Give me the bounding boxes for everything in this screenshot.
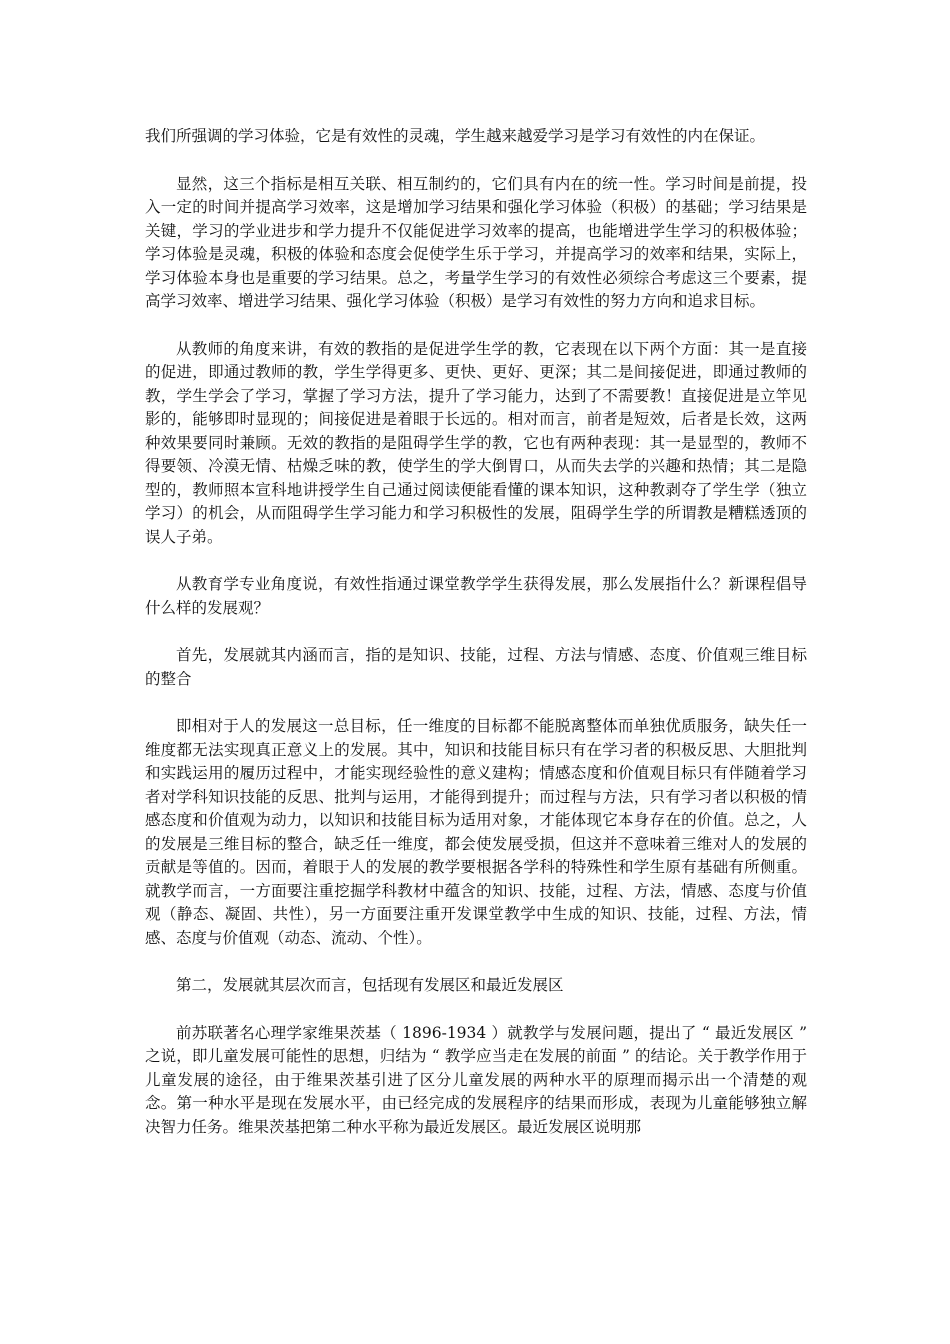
paragraph-three-indicators: 显然，这三个指标是相互关联、相互制约的，它们具有内在的统一性。学习时间是前提，投入一定的时间并提高学习效率，这是增加学习结果和强化学习体验（积极）的基础；学习结果是关键，学习的学业进步和学力提升不仅能促进学习效率的提高，也能增进学生学习的积极体验；学习体验是灵魂，积极的体验和态度会促使学生乐于学习，并提高学习的效率和结果，实际上，学习体验本身也是重要的学习结果。总之，考量学生学习的有效性必须综合考虑这三个要素，提高学习效率、增进学习结果、强化学习体验（积极）是学习有效性的努力方向和追求目标。 — [145, 174, 807, 310]
paragraph-pedagogy-perspective: 从教育学专业角度说，有效性指通过课堂教学学生获得发展，那么发展指什么？新课程倡导什么样的发展观？ — [145, 575, 807, 617]
paragraph-first-connotation: 首先，发展就其内涵而言，指的是知识、技能，过程、方法与情感、态度、价值观三维目标的整合 — [145, 646, 807, 688]
document-page — [145, 125, 807, 1163]
paragraph-three-dimensional-goals: 即相对于人的发展这一总目标，任一维度的目标都不能脱离整体而单独优质服务，缺失任一维度都无法实现真正意义上的发展。其中，知识和技能目标只有在学习者的积极反思、大胆批判和实践运用的履历过程中，才能实现经验性的意义建构；情感态度和价值观目标只有伴随着学习者对学科知识技能的反思、批判与运用，才能得到提升；而过程与方法，只有学习者以积极的情感态度和价值观为动力，以知识和技能目标为适用对象，才能体现它本身存在的价值。总之，人的发展是三维目标的整合，缺乏任一维度，都会使发展受损，但这并不意味着三维对人的发展的贡献是等值的。因而，着眼于人的发展的教学要根据各学科的特殊性和学生原有基础有所侧重。就教学而言，一方面要注重挖掘学科教材中蕴含的知识、技能，过程、方法，情感、态度与价值观（静态、凝固、共性），另一方面要注重开发课堂教学中生成的知识、技能，过程、方法，情感、态度与价值观（动态、流动、个性）。 — [145, 717, 807, 947]
paragraph-second-levels: 第二，发展就其层次而言，包括现有发展区和最近发展区 — [176, 976, 564, 994]
paragraph-learning-experience: 我们所强调的学习体验，它是有效性的灵魂，学生越来越爱学习是学习有效性的内在保证。 — [145, 127, 766, 145]
paragraph-vygotsky: 前苏联著名心理学家维果茨基（ 1896-1934 ）就教学与发展问题，提出了 “ 最近发展区 ” 之说，即儿童发展可能性的思想，归结为 “ 教学应当走在发展的前面 ” 的结论。关于教学作用于儿童发展的途径，由于维果茨基引进了区分儿童发展的两种水平的原理而揭示出一个清楚的观念。第一种水平是现在发展水平，由已经完成的发展程序的结果而形成，表现为儿童能够独立解决智力任务。维果茨基把第二种水平称为最近发展区。最近发展区说明那 — [145, 1023, 807, 1136]
paragraph-teacher-perspective: 从教师的角度来讲，有效的教指的是促进学生学的教，它表现在以下两个方面：其一是直接的促进，即通过教师的教，学生学得更多、更快、更好、更深；其二是间接促进，即通过教师的教，学生学会了学习，掌握了学习方法，提升了学习能力，达到了不需要教！直接促进是立竿见影的，能够即时显现的；间接促进是着眼于长远的。相对而言，前者是短效，后者是长效，这两种效果要同时兼顾。无效的教指的是阻碍学生学的教，它也有两种表现：其一是显型的，教师不得要领、冷漠无情、枯燥乏味的教，使学生的学大倒胃口，从而失去学的兴趣和热情；其二是隐型的，教师照本宣科地讲授学生自己通过阅读便能看懂的课本知识，这种教剥夺了学生学（独立学习）的机会，从而阻碍学生学习能力和学习积极性的发展，阻碍学生学的所谓教是糟糕透顶的误人子弟。 — [145, 339, 807, 546]
